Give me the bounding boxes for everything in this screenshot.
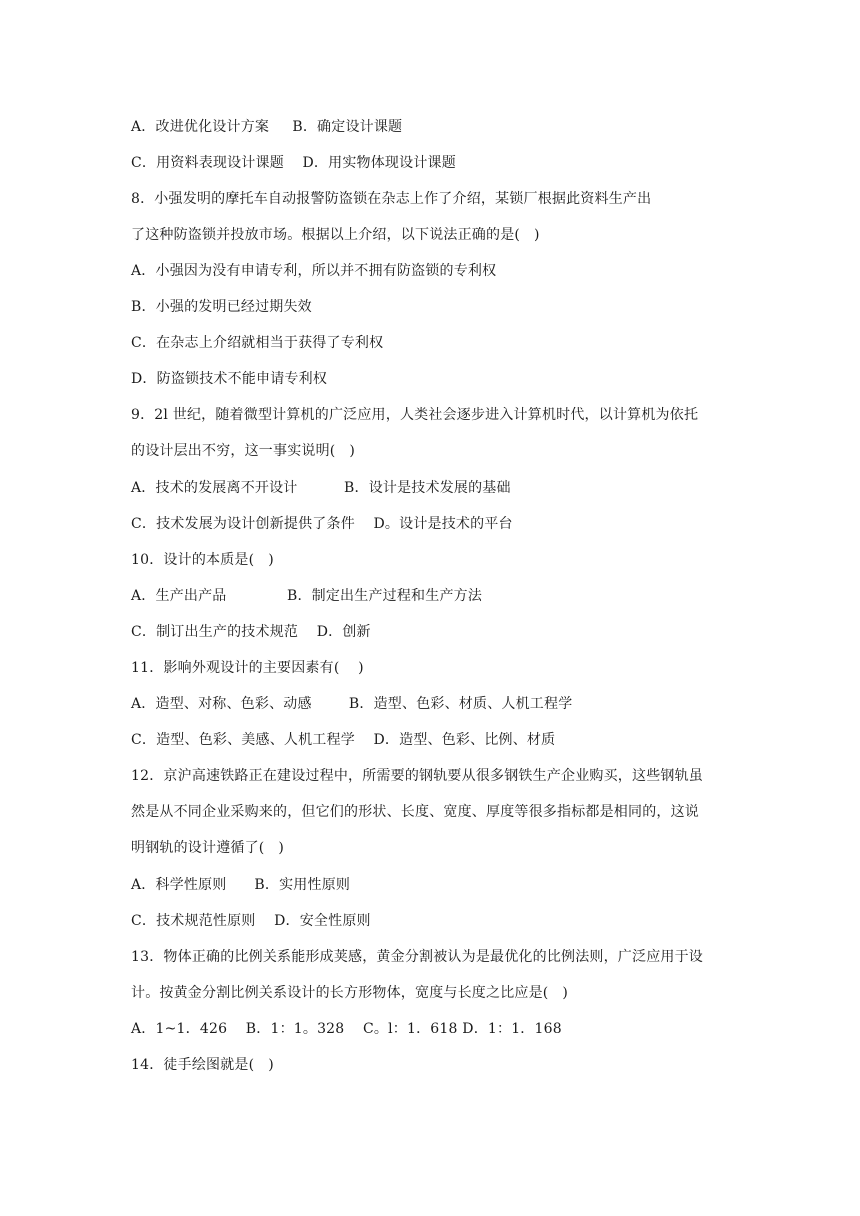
q10-options-cd: C．制订出生产的技术规范 D．创新 — [131, 624, 371, 640]
q8-stem-line1: 8．小强发明的摩托车自动报警防盗锁在杂志上作了介绍，某锁厂根据此资料生产出 — [131, 191, 652, 207]
q9-options-ab: A．技术的发展离不开设计 B．设计是技术发展的基础 — [131, 480, 511, 496]
q8-option-a: A．小强因为没有申请专利，所以并不拥有防盗锁的专利权 — [131, 263, 497, 279]
q9-stem-line1: 9．2l 世纪，随着微型计算机的广泛应用，人类社会逐步进入计算机时代，以计算机为依托 — [131, 407, 699, 423]
q13-options: A．1~1．426 B．1：1。328 C。l：1．618 D．1：1．168 — [131, 1021, 562, 1037]
q14-stem: 14．徒手绘图就是( ) — [131, 1057, 274, 1073]
q13-stem-line2: 计。按黄金分割比例关系设计的长方形物体，宽度与长度之比应是( ) — [131, 985, 569, 1001]
q7-options-ab: A．改进优化设计方案 B．确定设计课题 — [131, 119, 403, 135]
q7-options-cd: C．用资料表现设计课题 D．用实物体现设计课题 — [131, 155, 456, 171]
q11-options-cd: C．造型、色彩、美感、人机工程学 D．造型、色彩、比例、材质 — [131, 732, 556, 748]
q12-options-ab: A．科学性原则 B．实用性原则 — [131, 877, 351, 893]
q11-stem: 11．影响外观设计的主要因素有( ) — [131, 660, 364, 676]
q10-options-ab: A．生产出产品 B．制定出生产过程和生产方法 — [131, 588, 483, 604]
q9-stem-line2: 的设计层出不穷，这一事实说明( ) — [131, 443, 356, 459]
q11-options-ab: A．造型、对称、色彩、动感 B．造型、色彩、材质、人机工程学 — [131, 696, 573, 712]
q9-options-cd: C．技术发展为设计创新提供了条件 D。设计是技术的平台 — [131, 516, 513, 532]
q8-stem-line2: 了这种防盗锁并投放市场。根据以上介绍，以下说法正确的是( ) — [131, 227, 540, 243]
q13-stem-line1: 13．物体正确的比例关系能形成荚感，黄金分割被认为是最优化的比例法则，广泛应用于设 — [131, 949, 704, 965]
q12-stem-line3: 明钢轨的设计遵循了( ) — [131, 840, 285, 856]
q12-stem-line2: 然是从不同企业采购来的，但它们的形状、长度、宽度、厚度等很多指标都是相同的，这说 — [131, 804, 699, 820]
q8-option-b: B．小强的发明已经过期失效 — [131, 299, 312, 315]
q12-options-cd: C．技术规范性原则 D．安全性原则 — [131, 913, 371, 929]
q8-option-d: D．防盗锁技术不能申请专利权 — [131, 371, 328, 387]
q10-stem: 10．设计的本质是( ) — [131, 552, 274, 568]
q8-option-c: C．在杂志上介绍就相当于获得了专利权 — [131, 335, 384, 351]
q12-stem-line1: 12．京沪高速铁路正在建设过程中，所需要的钢轨要从很多钢铁生产企业购买，这些钢轨虽 — [131, 768, 704, 784]
